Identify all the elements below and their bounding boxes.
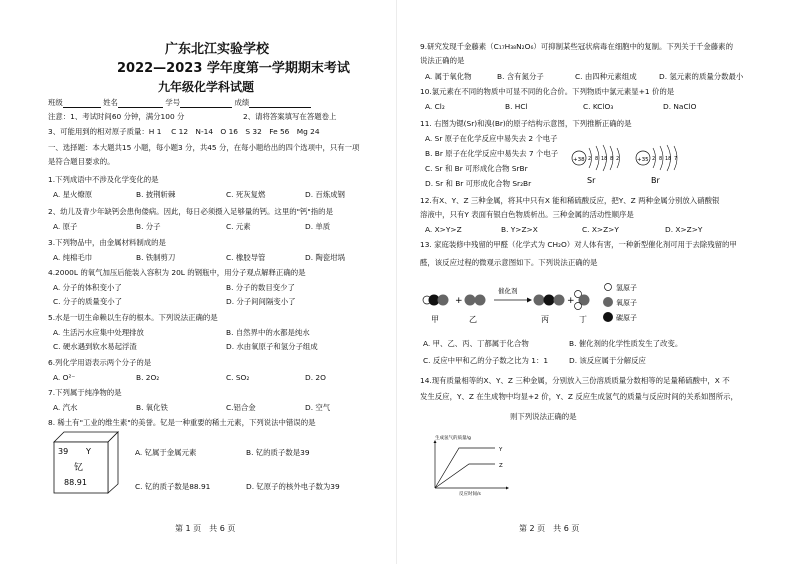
br-shell-4: 7 xyxy=(674,156,678,162)
sr-shell-2: 8 xyxy=(595,156,599,162)
q10-option-a: A. Cl₂ xyxy=(425,102,445,111)
page-2-footer: 第 2 页 共 6 页 xyxy=(519,524,580,533)
q4-option-a: A. 分子的体积变小了 xyxy=(53,283,122,292)
series-y-label: Y xyxy=(499,447,503,453)
br-atom xyxy=(636,145,677,185)
q5-stem: 5.水是一切生命赖以生存的根本。下列说法正确的是 xyxy=(48,313,218,322)
q1-option-b: B. 披荆斩棘 xyxy=(136,190,176,199)
q9-stem-1: 9.研究发现千金藤素（C₁₇H₃₈N₂O₆）可抑制某些冠状病毒在细胞中的复制。下列关于千金藤素的 xyxy=(420,42,733,51)
sr-shell-4: 8 xyxy=(610,156,614,162)
q1-option-c: C. 死灰复燃 xyxy=(226,190,266,199)
br-shell-1: 2 xyxy=(652,156,656,162)
hydrogen-time-graph xyxy=(417,432,517,498)
info-line xyxy=(48,98,311,108)
q1-stem: 1.下列成语中不涉及化学变化的是 xyxy=(48,175,159,184)
q3-option-b: B. 铁制剪刀 xyxy=(136,253,176,262)
q13-option-b: B. 催化剂的化学性质发生了改变。 xyxy=(569,339,683,348)
q12-stem-2: 溶液中，只有Y 表面有银白色物质析出。三种金属的活动性顺序是 xyxy=(420,210,634,219)
q10-option-c: C. KClO₃ xyxy=(583,102,614,111)
sr-atom xyxy=(572,145,620,185)
sr-nucleus: +38 xyxy=(573,157,585,163)
q7-option-a: A. 汽水 xyxy=(53,403,78,412)
page-2 xyxy=(397,0,794,564)
plus-sign-1: + xyxy=(455,296,463,306)
q8-option-b: B. 钇的质子数是39 xyxy=(246,448,310,457)
q7-option-b: B. 氧化铁 xyxy=(136,403,168,412)
q8-option-c: C. 钇的质子数是88.91 xyxy=(135,482,211,491)
q8-stem: 8. 稀土有"工业的维生素"的美誉。钇是一种重要的稀土元素，下列说法中错误的是 xyxy=(48,418,316,427)
sr-label: Sr xyxy=(587,176,596,185)
br-shell-2: 8 xyxy=(659,156,663,162)
molecule-jia xyxy=(423,295,449,306)
number-label: 学号 xyxy=(165,98,181,107)
element-card-yttrium xyxy=(50,430,122,494)
q12-option-d: D. X>Z>Y xyxy=(665,225,703,234)
note-2: 2、请将答案填写在答题卷上 xyxy=(243,112,337,121)
label-jia: 甲 xyxy=(431,315,439,324)
school-name: 广东北江实验学校 xyxy=(165,42,270,57)
sr-shell-3: 18 xyxy=(601,156,608,162)
q2-stem: 2、幼儿及青少年缺钙会患佝偻病。因此，每日必须摄入足够量的钙。这里的"钙"指的是 xyxy=(48,207,333,216)
molecule-yi xyxy=(465,295,486,306)
q10-option-d: D. NaClO xyxy=(663,102,697,111)
q6-stem: 6.列化学用语表示两个分子的是 xyxy=(48,358,152,367)
q3-option-c: C. 橡胶导管 xyxy=(226,253,266,262)
q8-option-d: D. 钇原子的核外电子数为39 xyxy=(246,482,340,491)
br-shell-3: 18 xyxy=(665,156,672,162)
label-bing: 丙 xyxy=(541,315,549,324)
q10-option-b: B. HCl xyxy=(505,102,528,111)
series-z-line xyxy=(435,464,495,488)
q11-stem: 11. 右图为锶(Sr)和溴(Br)的原子结构示意图，下列推断正确的是 xyxy=(420,119,632,128)
q3-option-a: A. 纯棉毛巾 xyxy=(53,253,93,262)
q9-option-c: C. 由四种元素组成 xyxy=(575,72,637,81)
q11-option-b: B. Br 原子在化学反应中易失去 7 个电子 xyxy=(425,149,559,158)
note-3: 3、可能用到的相对原子质量：H 1 C 12 N-14 O 16 S 32 Fe 56 Mg 24 xyxy=(48,127,320,136)
q14-stem-2: 发生反应，Y、Z 在生成物中均显+2 价，Y、Z 反应生成氢气的质量与反应时间的关系如图所示， xyxy=(420,392,738,401)
q14-stem-1: 14.现有质量相等的X、Y、Z 三种金属，分别放入三份溶质质量分数相等的足量稀硫酸中，X 不 xyxy=(420,376,730,385)
q12-stem-1: 12.有X、Y、Z 三种金属，将其中只有X 能和稀硫酸反应，把Y、Z 两种金属分别放入硝酸银 xyxy=(420,196,720,205)
label-yi: 乙 xyxy=(469,315,477,324)
reaction-diagram xyxy=(419,278,659,330)
q2-option-d: D. 单质 xyxy=(305,222,331,231)
element-name: 钇 xyxy=(74,463,84,473)
q5-option-b: B. 自然界中的水都是纯水 xyxy=(226,328,310,337)
plus-sign-2: + xyxy=(567,296,575,306)
q7-stem: 7.下列属于纯净物的是 xyxy=(48,388,122,397)
q10-stem: 10.氯元素在不同的物质中可显不同的化合价。下列物质中氯元素显+1 价的是 xyxy=(420,87,675,96)
q11-option-a: A. Sr 原子在化学反应中易失去 2 个电子 xyxy=(425,134,558,143)
q14-stem-3: 则下列说法正确的是 xyxy=(510,412,577,421)
br-label: Br xyxy=(651,176,660,185)
q8-option-a: A. 钇属于金属元素 xyxy=(135,448,197,457)
legend-carbon: 碳原子 xyxy=(616,314,637,322)
section-1-line-1: 一、选择题：本大题共15 小题，每小题3 分，共45 分，在每小题给出的四个选项中，只有一项 xyxy=(48,143,360,152)
q12-option-a: A. X>Y>Z xyxy=(425,225,462,234)
page-1-footer: 第 1 页 共 6 页 xyxy=(175,524,236,533)
exam-term: 2022—2023 学年度第一学期期末考试 xyxy=(117,61,350,76)
q9-option-a: A. 属于氧化物 xyxy=(425,72,472,81)
q6-option-c: C. SO₂ xyxy=(226,373,250,382)
legend-oxygen: 氧原子 xyxy=(616,299,637,307)
q9-stem-2: 说法正确的是 xyxy=(420,56,465,65)
q7-option-c: C.铝合金 xyxy=(226,403,256,412)
q6-option-b: B. 2O₂ xyxy=(136,373,160,382)
name-label: 姓名 xyxy=(103,98,118,107)
q9-option-d: D. 氢元素的质量分数最小 xyxy=(659,72,744,81)
q5-option-d: D. 水由氧原子和氢分子组成 xyxy=(226,342,318,351)
element-number: 39 xyxy=(58,447,69,456)
legend-hydrogen: 氢原子 xyxy=(616,284,637,292)
q1-option-a: A. 星火燎原 xyxy=(53,190,93,199)
q3-stem: 3.下列物品中，由金属材料制成的是 xyxy=(48,238,166,247)
q13-option-c: C. 反应中甲和乙的分子数之比为 1：1 xyxy=(423,356,549,365)
sr-shell-5: 2 xyxy=(616,156,620,162)
q12-option-c: C. X>Z>Y xyxy=(582,225,619,234)
q5-option-c: C. 硬水遇到软水易起浮渣 xyxy=(53,342,137,351)
q6-option-d: D. 2O xyxy=(305,373,326,382)
q4-option-d: D. 分子间间隔变小了 xyxy=(226,297,296,306)
q5-option-a: A. 生活污水应集中处理排放 xyxy=(53,328,144,337)
q7-option-d: D. 空气 xyxy=(305,403,331,412)
q3-option-d: D. 陶瓷坩埚 xyxy=(305,253,345,262)
q11-option-c: C. Sr 和 Br 可形成化合物 SrBr xyxy=(425,164,528,173)
sr-shell-1: 2 xyxy=(588,156,592,162)
section-1-line-2: 是符合题目要求的。 xyxy=(48,157,115,166)
q4-option-b: B. 分子的数目变少了 xyxy=(226,283,295,292)
series-z-label: Z xyxy=(499,463,503,469)
legend xyxy=(603,283,637,322)
q9-option-b: B. 含有氮分子 xyxy=(497,72,544,81)
element-symbol: Y xyxy=(86,447,91,456)
q4-stem: 4.2000L 的氧气加压后能装入容积为 20L 的钢瓶中，用分子观点解释正确的是 xyxy=(48,268,306,277)
graph-y-label: 生成氢气的质量/g xyxy=(435,436,471,441)
score-label: 成绩 xyxy=(234,98,250,107)
q11-option-d: D. Sr 和 Br 可形成化合物 Sr₂Br xyxy=(425,179,532,188)
q6-option-a: A. O²⁻ xyxy=(53,373,76,382)
q13-option-a: A. 甲、乙、丙、丁都属于化合物 xyxy=(423,339,529,348)
q12-option-b: B. Y>Z>X xyxy=(501,225,538,234)
q13-stem-1: 13. 家庭装修中残留的甲醛（化学式为 CH₂O）对人体有害，一种新型催化剂可用于去除残留的甲 xyxy=(420,240,737,249)
q2-option-a: A. 原子 xyxy=(53,222,78,231)
note-1: 注意：1、考试时间60 分钟，满分100 分 xyxy=(48,112,185,121)
molecule-bing xyxy=(534,295,565,306)
molecule-ding xyxy=(575,291,590,310)
graph-x-label: 反应时间/s xyxy=(459,492,481,497)
q1-option-d: D. 百炼成钢 xyxy=(305,190,345,199)
class-label: 班级 xyxy=(48,98,63,107)
catalyst-label: 催化剂 xyxy=(498,287,518,295)
element-mass: 88.91 xyxy=(64,478,87,487)
q2-option-b: B. 分子 xyxy=(136,222,161,231)
atom-structure-diagram xyxy=(565,140,765,190)
label-ding: 丁 xyxy=(579,315,587,324)
br-nucleus: +35 xyxy=(637,157,649,163)
q2-option-c: C. 元素 xyxy=(226,222,251,231)
q13-stem-2: 醛，该反应过程的微观示意图如下。下列说法正确的是 xyxy=(420,258,598,267)
q4-option-c: C. 分子的质量变小了 xyxy=(53,297,122,306)
q13-option-d: D. 该反应属于分解反应 xyxy=(569,356,646,365)
exam-subject: 九年级化学科试题 xyxy=(158,80,255,94)
